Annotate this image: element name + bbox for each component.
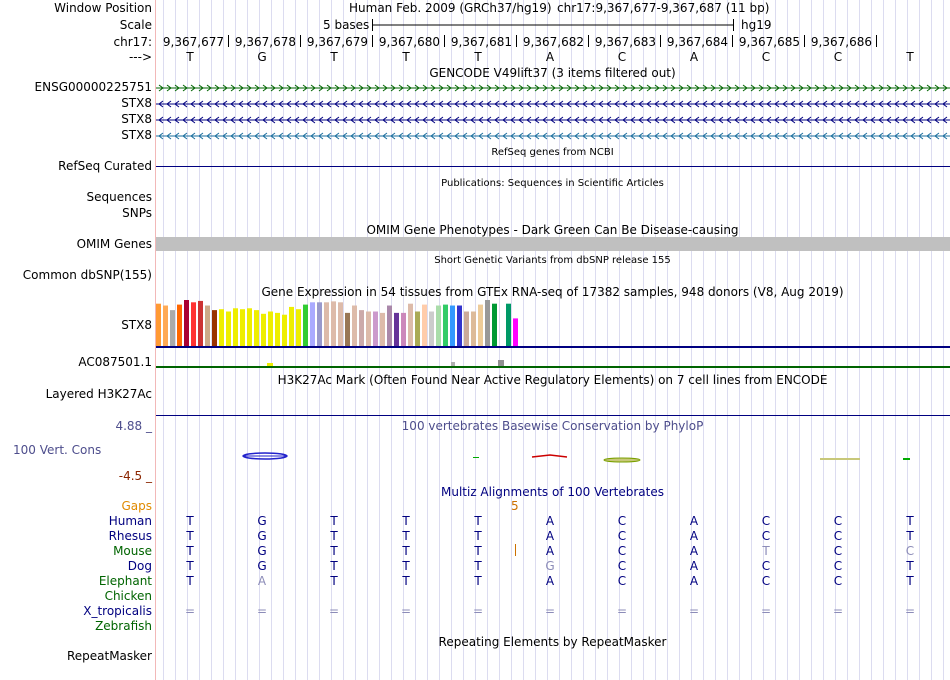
alignment-base: G (257, 514, 267, 528)
alignment-base: C (833, 559, 843, 573)
phylop-signal[interactable] (155, 448, 950, 468)
alignment-base: T (906, 559, 914, 573)
alignment-base: = (400, 604, 412, 618)
gtex-tissue-bar (394, 313, 399, 346)
scale-text: 5 bases (323, 18, 370, 32)
alignment-base: C (617, 559, 627, 573)
gtex-tissue-bar (429, 312, 434, 347)
alignment-base: = (616, 604, 628, 618)
sequence-base: T (474, 50, 482, 64)
gtex-tissue-bar (387, 306, 392, 346)
refseq-track-title[interactable]: RefSeq genes from NCBI (491, 147, 614, 158)
ruler-coordinate: 9,367,684 (666, 35, 728, 49)
alignment-base: C (617, 544, 627, 558)
alignment-base: T (474, 514, 482, 528)
ruler-coordinate: 9,367,683 (594, 35, 656, 49)
alignment-base: T (186, 529, 194, 543)
gtex-track-title[interactable]: Gene Expression in 54 tissues from GTEx RNA-seq of 17382 samples, 948 donors (V8, Aug 2019) (261, 285, 844, 299)
alignment-base: G (257, 529, 267, 543)
refseq-line (156, 166, 950, 167)
omim-track-title[interactable]: OMIM Gene Phenotypes - Dark Green Can Be Disease-causing (366, 223, 739, 237)
gtex-tissue-bar (233, 308, 238, 346)
gtex-tissue-bar (156, 304, 161, 346)
alignment-base: G (257, 544, 267, 558)
gtex-gene-label[interactable]: STX8 (121, 318, 152, 332)
alignment-base: G (545, 559, 555, 573)
alignment-base: A (257, 574, 267, 588)
gtex-tissue-bar (324, 302, 329, 346)
alignment-base: C (833, 514, 843, 528)
alignment-base: T (474, 574, 482, 588)
h3k27ac-baseline (156, 415, 950, 416)
gtex-tissue-bar (170, 310, 175, 346)
ruler-tick (516, 35, 517, 47)
gencode-gene-models[interactable] (155, 80, 950, 144)
gtex-tissue-bar (247, 308, 252, 346)
gtex-tissue-bar (261, 314, 266, 346)
alignment-base: = (328, 604, 340, 618)
gtex-tissue-bar (317, 302, 322, 346)
alignment-base: C (833, 529, 843, 543)
stx8-label-3[interactable]: STX8 (121, 128, 152, 142)
publications-track-title[interactable]: Publications: Sequences in Scientific Articles (441, 178, 664, 189)
strand-arrow-label: ---> (128, 50, 152, 64)
alignment-base: C (761, 559, 771, 573)
sequence-base: C (617, 50, 627, 64)
ruler-tick (300, 35, 301, 47)
gtex-tissue-bar (254, 310, 259, 346)
gtex-tissue-bar (415, 312, 420, 347)
sequence-base: C (761, 50, 771, 64)
species-label[interactable]: Rhesus (108, 529, 152, 543)
ruler-coordinate: 9,367,677 (162, 35, 224, 49)
gtex-bar-chart[interactable] (155, 298, 950, 350)
window-position-label: Window Position (54, 1, 152, 15)
ruler-tick (588, 35, 589, 47)
species-label[interactable]: X_tropicalis (83, 604, 152, 618)
species-label[interactable]: Elephant (98, 574, 152, 588)
gtex-tissue-bar (366, 312, 371, 347)
gtex-tissue-bar (457, 306, 462, 346)
gtex-tissue-bar (275, 313, 280, 346)
gtex-tissue-bar (436, 306, 441, 346)
ruler-coordinate: 9,367,679 (306, 35, 368, 49)
chrom-label: chr17: (113, 35, 152, 49)
omim-gene-bar[interactable] (156, 237, 950, 251)
multiz-track-title[interactable]: Multiz Alignments of 100 Vertebrates (440, 485, 665, 499)
gtex-tissue-bar (289, 307, 294, 346)
alignment-base: T (402, 574, 410, 588)
gtex-tissue-bar (184, 300, 189, 346)
alignment-base: T (186, 514, 194, 528)
gtex-tissue-bar (163, 306, 168, 346)
gap-insertion-mark (515, 544, 516, 556)
gaps-label[interactable]: Gaps (121, 499, 152, 513)
alignment-base: A (689, 574, 699, 588)
stx8-label-2[interactable]: STX8 (121, 112, 152, 126)
gtex-tissue-bar (471, 312, 476, 347)
gtex-tissue-bar (296, 309, 301, 346)
gtex-tissue-bar (380, 313, 385, 346)
gencode-track-title[interactable]: GENCODE V49lift37 (3 items filtered out) (429, 66, 676, 80)
alignment-base: A (689, 544, 699, 558)
alignment-base: = (760, 604, 772, 618)
gtex-tissue-bar (464, 312, 469, 347)
alignment-base: T (330, 529, 338, 543)
gtex-tissue-bar (212, 310, 217, 346)
gtex-tissue-bar (478, 305, 483, 346)
gtex-tissue-bar (408, 304, 413, 346)
stx8-label-1[interactable]: STX8 (121, 96, 152, 110)
phylop-mark-2 (473, 457, 479, 458)
ruler-tick (660, 35, 661, 47)
alignment-base: = (544, 604, 556, 618)
alignment-base: T (330, 544, 338, 558)
gtex-tissue-bar (191, 302, 196, 346)
alignment-base: T (186, 574, 194, 588)
ac087501-gene-model[interactable] (155, 359, 950, 371)
alignment-base: T (330, 574, 338, 588)
scale-label: Scale (119, 18, 152, 32)
alignment-base: A (689, 559, 699, 573)
sequence-base: C (833, 50, 843, 64)
alignment-base: C (833, 544, 843, 558)
phylop-track-label[interactable]: 100 Vert. Cons (13, 443, 102, 457)
species-label[interactable]: Dog (127, 559, 152, 573)
gtex-tissue-bar (303, 305, 308, 346)
refseq-label[interactable]: RefSeq Curated (58, 159, 152, 173)
alignment-base: T (186, 559, 194, 573)
alignment-base: C (761, 574, 771, 588)
omim-genes-label[interactable]: OMIM Genes (76, 237, 152, 251)
alignment-base: T (906, 574, 914, 588)
sequence-base: T (330, 50, 338, 64)
alignment-base: T (762, 544, 770, 558)
alignment-base: A (545, 514, 555, 528)
alignment-base: C (617, 529, 627, 543)
alignment-base: A (545, 544, 555, 558)
gtex-tissue-bar (401, 313, 406, 346)
alignment-base: = (904, 604, 916, 618)
gtex-tissue-bar (310, 302, 315, 346)
repeatmasker-label[interactable]: RepeatMasker (66, 649, 152, 663)
position-readout[interactable]: chr17:9,367,677-9,367,687 (11 bp) (557, 1, 770, 15)
gtex-tissue-bar (345, 313, 350, 346)
ruler-coordinate: 9,367,685 (738, 35, 800, 49)
gtex-tissue-bar (373, 312, 378, 347)
alignment-base: T (906, 514, 914, 528)
alignment-base: A (689, 529, 699, 543)
gtex-tissue-bar (450, 306, 455, 346)
alignment-base: C (833, 574, 843, 588)
ruler-coordinate: 9,367,686 (810, 35, 872, 49)
repeatmasker-track-title[interactable]: Repeating Elements by RepeatMasker (438, 635, 667, 649)
alignment-base: C (761, 514, 771, 528)
assembly-title[interactable]: Human Feb. 2009 (GRCh37/hg19) (349, 1, 552, 15)
common-dbsnp-label[interactable]: Common dbSNP(155) (22, 268, 152, 282)
alignment-base: C (617, 514, 627, 528)
alignment-base: T (402, 529, 410, 543)
gtex-tissue-bar (513, 318, 518, 346)
ruler-coordinate: 9,367,682 (522, 35, 584, 49)
alignment-base: T (474, 529, 482, 543)
alignment-base: = (472, 604, 484, 618)
alignment-base: T (474, 559, 482, 573)
sequences-label[interactable]: Sequences (86, 190, 152, 204)
ruler-tick (804, 35, 805, 47)
alignment-base: = (832, 604, 844, 618)
phylop-mark-6 (903, 458, 910, 460)
gtex-tissue-bar (331, 301, 336, 346)
gtex-tissue-bar (226, 312, 231, 347)
sequence-base: T (906, 50, 914, 64)
alignment-base: = (184, 604, 196, 618)
gtex-tissue-bar (485, 300, 490, 346)
dbsnp-track-title[interactable]: Short Genetic Variants from dbSNP release 155 (434, 255, 671, 266)
alignment-base: T (402, 559, 410, 573)
sequence-base: A (545, 50, 555, 64)
ruler-tick (876, 35, 877, 47)
gtex-tissue-bar (282, 315, 287, 346)
phylop-mark-3 (532, 455, 567, 457)
ruler-coordinate: 9,367,678 (234, 35, 296, 49)
phylop-mark-4 (604, 458, 640, 462)
gtex-tissue-bar (177, 305, 182, 346)
alignment-base: G (257, 559, 267, 573)
alignment-base: T (330, 559, 338, 573)
sequence-base: G (257, 50, 267, 64)
scale-assembly: hg19 (741, 18, 772, 32)
alignment-base: C (617, 574, 627, 588)
species-label[interactable]: Zebrafish (95, 619, 152, 633)
ensg-gene-label[interactable]: ENSG00000225751 (34, 80, 152, 94)
alignment-base: T (906, 529, 914, 543)
alignment-base: T (474, 544, 482, 558)
scale-bar (370, 17, 738, 33)
species-label[interactable]: Human (108, 514, 152, 528)
gtex-tissue-bar (240, 309, 245, 346)
snps-label[interactable]: SNPs (122, 206, 152, 220)
alignment-base: A (545, 529, 555, 543)
sequence-base: T (402, 50, 410, 64)
ruler-tick (372, 35, 373, 47)
alignment-base: C (761, 529, 771, 543)
ruler-coordinate: 9,367,680 (378, 35, 440, 49)
gtex-tissue-bar (219, 309, 224, 346)
ruler-tick (444, 35, 445, 47)
ac087501-label[interactable]: AC087501.1 (78, 355, 152, 369)
gtex-tissue-bar (268, 312, 273, 347)
h3k27ac-track-title[interactable]: H3K27Ac Mark (Often Found Near Active Regulatory Elements) on 7 cell lines from ENCODE (277, 373, 828, 387)
alignment-base: = (256, 604, 268, 618)
layered-h3k27ac-label[interactable]: Layered H3K27Ac (45, 387, 152, 401)
phylop-track-title[interactable]: 100 vertebrates Basewise Conservation by PhyloP (401, 419, 704, 433)
gtex-tissue-bar (443, 305, 448, 346)
gap-count: 5 (511, 499, 519, 513)
alignment-base: T (186, 544, 194, 558)
ruler-tick (732, 35, 733, 47)
gtex-tissue-bar (506, 304, 511, 346)
species-label[interactable]: Chicken (104, 589, 152, 603)
gtex-tissue-bar (359, 310, 364, 346)
sequence-base: T (186, 50, 194, 64)
phylop-max-label: 4.88 _ (115, 419, 152, 433)
alignment-base: C (905, 544, 915, 558)
alignment-base: = (688, 604, 700, 618)
ruler-tick (228, 35, 229, 47)
gtex-tissue-bar (492, 304, 497, 346)
gtex-tissue-bar (352, 306, 357, 346)
species-label[interactable]: Mouse (113, 544, 152, 558)
gtex-tissue-bar (422, 305, 427, 346)
alignment-base: T (330, 514, 338, 528)
phylop-mark-5 (820, 458, 860, 460)
phylop-min-label: -4.5 _ (118, 469, 152, 483)
alignment-base: T (402, 544, 410, 558)
alignment-base: A (545, 574, 555, 588)
gtex-baseline (156, 346, 950, 348)
gtex-tissue-bar (198, 301, 203, 346)
alignment-base: T (402, 514, 410, 528)
sequence-base: A (689, 50, 699, 64)
ruler-coordinate: 9,367,681 (450, 35, 512, 49)
alignment-base: A (689, 514, 699, 528)
gtex-tissue-bar (338, 302, 343, 346)
gtex-tissue-bar (205, 306, 210, 346)
